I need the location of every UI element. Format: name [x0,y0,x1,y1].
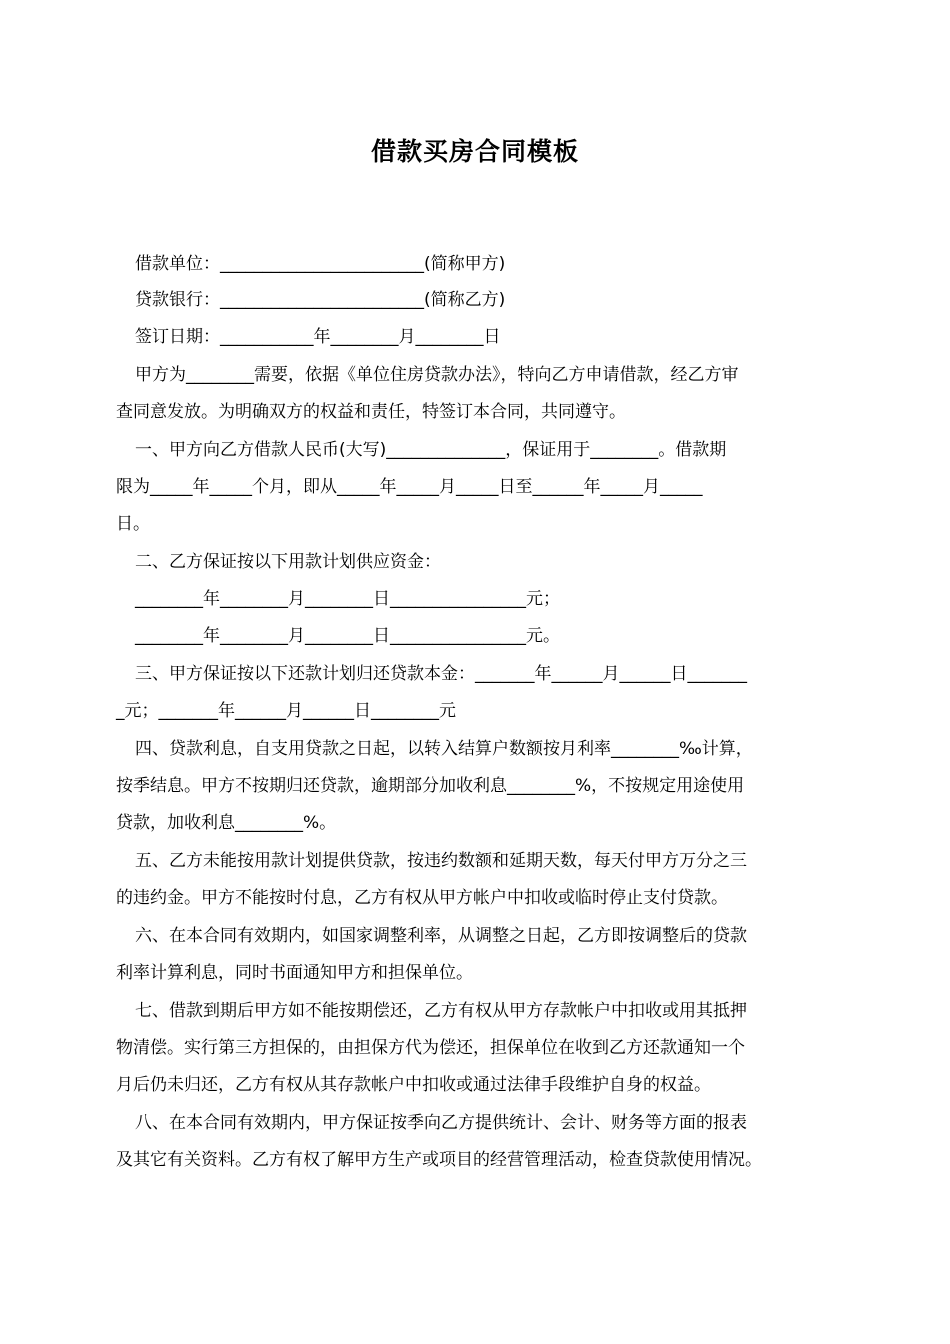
clause-2-schedule-2: ________年________月________日________________元。 [135,626,560,646]
document-title: 借款买房合同模板 [370,137,579,166]
signing-date-line: 签订日期：___________年________月________日 [135,327,501,347]
clause-3-line-2: _元；_______年______月______日________元 [116,701,456,721]
borrower-line: 借款单位：________________________(简称甲方) [135,254,506,274]
lender-bank-line: 贷款银行：________________________(简称乙方) [135,290,506,310]
clause-5-line-2: 的违约金。甲方不能按时付息，乙方有权从甲方帐户中扣收或临时停止支付贷款。 [116,888,728,908]
clause-8-line-1: 八、在本合同有效期内，甲方保证按季向乙方提供统计、会计、财务等方面的报表 [135,1113,747,1133]
clause-1-line-2: 限为_____年_____个月，即从_____年_____月_____日至______年_____月_____ [116,477,703,497]
clause-7-line-2: 物清偿。实行第三方担保的，由担保方代为偿还，担保单位在收到乙方还款通知一个 [116,1038,745,1058]
clause-7-line-1: 七、借款到期后甲方如不能按期偿还，乙方有权从甲方存款帐户中扣收或用其抵押 [135,1001,747,1021]
clause-1-line-1: 一、甲方向乙方借款人民币(大写)______________，保证用于________。借款期 [135,440,727,460]
preamble-line-2: 查同意发放。为明确双方的权益和责任，特签订本合同，共同遵守。 [116,402,626,422]
clause-6-line-2: 利率计算利息，同时书面通知甲方和担保单位。 [116,963,473,983]
clause-4-line-1: 四、贷款利息，自支用贷款之日起，以转入结算户数额按月利率________‰计算， [135,739,753,759]
clause-4-line-3: 贷款，加收利息________%。 [116,813,337,833]
clause-2-schedule-1: ________年________月________日________________元； [135,589,560,609]
clause-4-line-2: 按季结息。甲方不按期归还贷款，逾期部分加收利息________%，不按规定用途使用 [116,776,745,796]
preamble-line-1: 甲方为________需要，依据《单位住房贷款办法》，特向乙方申请借款，经乙方审 [135,365,739,385]
clause-1-line-3: 日。 [116,514,150,534]
clause-6-line-1: 六、在本合同有效期内，如国家调整利率，从调整之日起，乙方即按调整后的贷款 [135,926,747,946]
clause-2-line-1: 二、乙方保证按以下用款计划供应资金： [135,552,441,572]
clause-3-line-1: 三、甲方保证按以下还款计划归还贷款本金：_______年______月______日_______ [135,664,747,684]
clause-8-line-2: 及其它有关资料。乙方有权了解甲方生产或项目的经营管理活动，检查贷款使用情况。 [116,1150,762,1170]
clause-7-line-3: 月后仍未归还，乙方有权从其存款帐户中扣收或通过法律手段维护自身的权益。 [116,1075,711,1095]
clause-5-line-1: 五、乙方未能按用款计划提供贷款，按违约数额和延期天数，每天付甲方万分之三 [135,851,747,871]
